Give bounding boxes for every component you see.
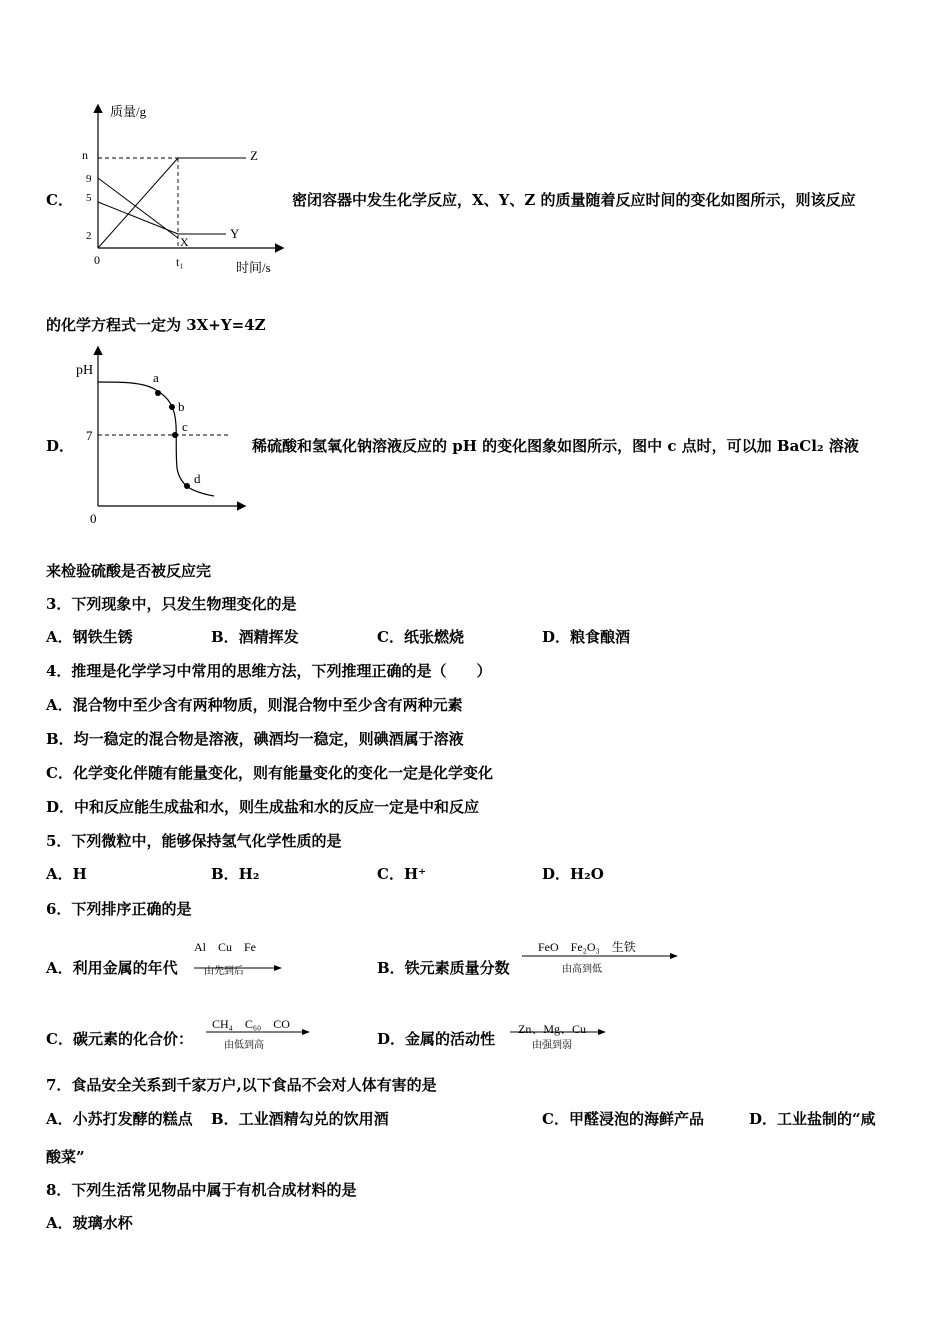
q4-option-b: B．均一稳定的混合物是溶液，碘酒均一稳定，则碘酒属于溶液	[46, 730, 464, 748]
q7-option-a: A．小苏打发酵的糕点	[46, 1110, 193, 1128]
q8-option-a: A．玻璃水杯	[46, 1214, 133, 1232]
ph-origin: 0	[90, 511, 97, 526]
q7-option-d-cont: 酸菜”	[46, 1148, 85, 1166]
q7-option-c: C．甲醛浸泡的海鲜产品	[542, 1110, 704, 1128]
q6-option-c-label: C．碳元素的化合价：	[46, 1030, 193, 1048]
q6-a-top: Al Cu Fe	[194, 940, 257, 954]
point-d-label: d	[194, 471, 201, 486]
q7-option-d: D．工业盐制的“咸	[749, 1110, 876, 1128]
series-x-label: X	[180, 235, 189, 249]
q6-d-top: Zn、Mg、Cu	[518, 1022, 587, 1036]
q4-option-d: D．中和反应能生成盐和水，则生成盐和水的反应一定是中和反应	[46, 798, 480, 816]
q6-stem: 6．下列排序正确的是	[46, 900, 192, 918]
q6-b-bottom: 由高到低	[562, 964, 602, 975]
q7-option-b: B．工业酒精勾兑的饮用酒	[211, 1110, 389, 1128]
q5-stem: 5．下列微粒中，能够保持氢气化学性质的是	[46, 832, 342, 850]
point-a-label: a	[153, 370, 159, 385]
q5-option-d: D．H₂O	[542, 865, 604, 883]
option-d-text-cont: 来检验硫酸是否被反应完	[46, 562, 212, 580]
point-b-label: b	[178, 399, 185, 414]
tick-2: 2	[86, 230, 92, 242]
q3-option-a: A．钢铁生锈	[46, 628, 133, 646]
tick-5: 5	[86, 192, 92, 204]
option-d-label: D．	[46, 437, 75, 455]
t1-label: t₁	[176, 255, 184, 269]
q6-option-a-label: A．利用金属的年代	[46, 959, 178, 977]
q5-option-b: B．H₂	[211, 865, 260, 883]
point-d	[184, 483, 190, 489]
option-c-text: 密闭容器中发生化学反应，X、Y、Z 的质量随着反应时间的变化如图所示，则该反应	[292, 191, 856, 209]
q3-option-d: D．粮食酿酒	[542, 628, 631, 646]
q3-stem: 3．下列现象中，只发生物理变化的是	[46, 595, 297, 613]
tick-n: n	[82, 148, 88, 162]
q5-option-c: C．H⁺	[377, 865, 427, 883]
q8-stem: 8．下列生活常见物品中属于有机合成材料的是	[46, 1181, 357, 1199]
ph-axis-label: pH	[76, 363, 94, 378]
q3-option-b: B．酒精挥发	[211, 628, 299, 646]
line-y-fall	[98, 202, 178, 234]
q4-option-a: A．混合物中至少含有两种物质，则混合物中至少含有两种元素	[46, 696, 463, 714]
q6-option-d-label: D．金属的活动性	[377, 1030, 496, 1048]
point-c-label: c	[182, 419, 188, 434]
q6-b-top: FeO Fe₂O₃ 生铁	[538, 940, 636, 954]
q6-option-b-label: B．铁元素质量分数	[377, 959, 510, 977]
q5-option-a: A．H	[46, 865, 87, 883]
tick-9: 9	[86, 173, 92, 185]
line-z-rise	[98, 158, 178, 248]
ph-tick-7: 7	[86, 428, 93, 443]
q4-option-c: C．化学变化伴随有能量变化，则有能量变化的变化一定是化学变化	[46, 764, 493, 782]
q6-c-bottom: 由低到高	[224, 1040, 264, 1051]
point-a	[155, 390, 161, 396]
option-c-text-cont: 的化学方程式一定为 3X+Y=4Z	[46, 316, 266, 334]
q6-a-bottom: 由先到后	[204, 966, 244, 977]
y-axis-label: 质量/g	[110, 104, 147, 119]
option-c-label: C．	[46, 191, 73, 209]
mass-time-graph	[78, 98, 292, 278]
point-c	[172, 432, 178, 438]
q3-option-c: C．纸张燃烧	[377, 628, 464, 646]
q6-d-bottom: 由强到弱	[532, 1040, 572, 1051]
ph-graph	[74, 346, 250, 528]
x-axis-label: 时间/s	[236, 260, 271, 275]
point-b	[169, 404, 175, 410]
q6-c-top: CH₄ C₆₀ CO	[212, 1017, 290, 1031]
origin-label: 0	[94, 253, 100, 267]
series-y-label: Y	[230, 226, 240, 241]
q4-stem: 4．推理是化学学习中常用的思维方法，下列推理正确的是（ ）	[46, 662, 492, 680]
option-d-text: 稀硫酸和氢氧化钠溶液反应的 pH 的变化图象如图所示，图中 c 点时，可以加 BaCl₂ 溶液	[252, 437, 859, 455]
q7-stem: 7．食品安全关系到千家万户,以下食品不会对人体有害的是	[46, 1076, 437, 1094]
series-z-label: Z	[250, 148, 258, 163]
